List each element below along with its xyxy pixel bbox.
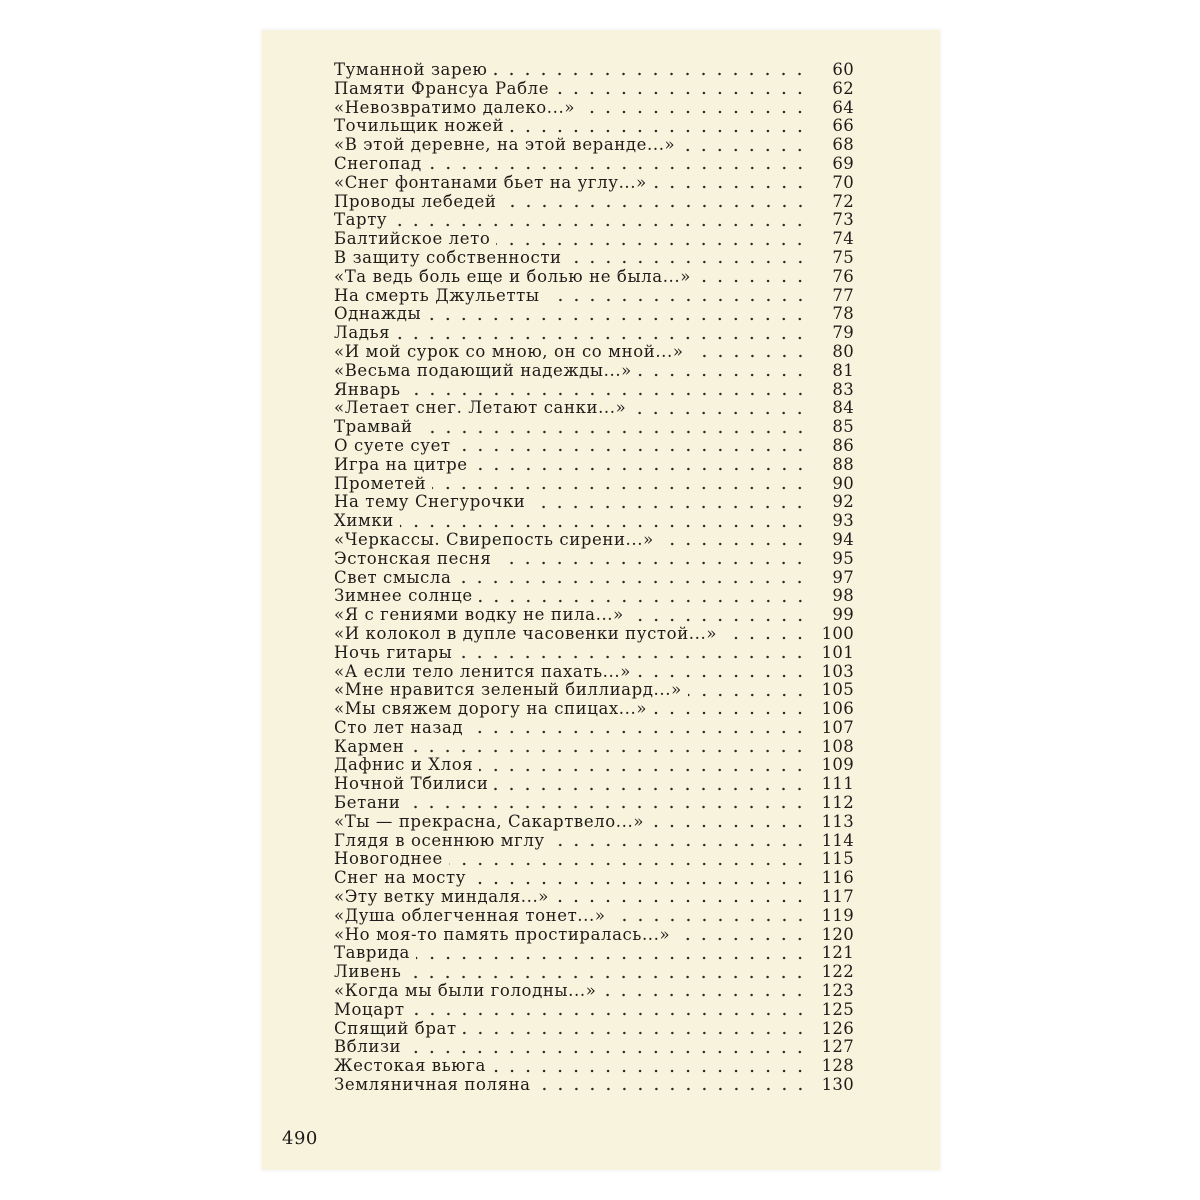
toc-entry-page: 77 [832,285,854,305]
toc-entry [334,738,854,757]
toc-entry-title: Дафнис и Хлоя [334,755,474,775]
dot-leader [494,787,808,791]
toc-entry-title: «Весьма подающий надежды...» [334,360,632,380]
dot-leader [474,467,808,471]
toc-entry-title: Трамвай [334,417,413,437]
toc-entry-title: Земляничная поляна [334,1075,531,1095]
toc-entry [334,700,854,719]
toc-entry-title: «Черкассы. Свирепость сирени...» [334,529,654,549]
dot-leader [653,711,808,715]
dot-leader [469,730,808,734]
toc-entry [334,362,854,381]
dot-leader [449,862,808,866]
toc-entry-page: 81 [832,360,854,380]
toc-entry-page: 121 [821,943,854,963]
toc-entry-title: «И мой сурок со мною, он со мной...» [334,341,684,361]
dot-leader [407,1050,808,1054]
toc-entry [334,305,854,324]
toc-entry-page: 73 [832,210,854,230]
toc-entry [334,531,854,550]
toc-entry [334,888,854,907]
toc-entry-page: 86 [832,435,854,455]
dot-leader [492,1069,808,1073]
toc-entry [334,287,854,306]
dot-leader [463,1031,808,1035]
toc-entry [334,982,854,1001]
dot-leader [472,881,808,885]
dot-leader [407,392,808,396]
toc-entry-title: «Эту ветку миндаля...» [334,887,549,907]
toc-entry-page: 99 [832,605,854,625]
toc-entry-page: 116 [821,868,854,888]
toc-entry-page: 69 [832,153,854,173]
toc-entry-title: Свет смысла [334,567,452,587]
toc-entry [334,512,854,531]
toc-entry-page: 84 [832,398,854,418]
toc-entry [334,606,854,625]
toc-entry-title: Тарту [334,210,388,230]
toc-entry-page: 94 [832,529,854,549]
toc-entry-title: Спящий брат [334,1018,457,1038]
toc-entry [334,944,854,963]
dot-leader [638,373,808,377]
dot-leader [555,91,808,95]
dot-leader [681,148,808,152]
toc-entry [334,1038,854,1057]
toc-entry-title: «И колокол в дупле часовенки пустой...» [334,623,718,643]
toc-entry-title: Ладья [334,323,391,343]
toc-entry-title: Новогоднее [334,849,443,869]
toc-entry-title: Зимнее солнце [334,586,473,606]
dot-leader [496,242,808,246]
toc-entry [334,1001,854,1020]
toc-entry-title: Проводы лебедей [334,191,497,211]
dot-leader [723,636,808,640]
toc-entry [334,1020,854,1039]
toc-entry-title: Ночной Тбилиси [334,774,489,794]
toc-entry-page: 92 [832,492,854,512]
toc-entry-title: «Мне нравится зеленый биллиард...» [334,680,682,700]
toc-entry [334,963,854,982]
toc-entry [334,794,854,813]
toc-entry-page: 123 [821,981,854,1001]
dot-leader [432,486,808,490]
toc-entry [334,475,854,494]
toc-entry [334,381,854,400]
dot-leader [396,336,808,340]
toc-entry-title: «Невозвратимо далеко...» [334,97,576,117]
toc-entry-title: Таврида [334,943,410,963]
dot-leader [458,655,808,659]
toc-entry [334,681,854,700]
toc-entry-page: 112 [821,793,854,813]
dot-leader [697,279,808,283]
dot-leader [510,129,808,133]
toc-entry-page: 111 [821,774,854,794]
toc-entry [334,926,854,945]
toc-entry [334,493,854,512]
toc-entry-title: «Но моя-то память простиралась...» [334,924,671,944]
dot-leader [688,693,808,697]
toc-entry-title: Точильщик ножей [334,116,505,136]
toc-entry [334,155,854,174]
toc-entry-page: 101 [821,642,854,662]
dot-leader [630,618,808,622]
toc-entry-page: 106 [821,699,854,719]
toc-entry-page: 66 [832,116,854,136]
dot-leader [690,354,808,358]
dot-leader [637,674,808,678]
toc-entry-title: Моцарт [334,999,405,1019]
toc-entry-page: 80 [832,341,854,361]
toc-entry [334,174,854,193]
table-of-contents [334,61,854,1095]
dot-leader [632,411,808,415]
toc-entry [334,587,854,606]
toc-entry [334,418,854,437]
toc-entry-title: Химки [334,511,394,531]
toc-entry-page: 107 [821,717,854,737]
toc-entry-page: 78 [832,304,854,324]
toc-entry-title: «Снег фонтанами бьет на углу...» [334,172,647,192]
toc-entry [334,117,854,136]
toc-entry-title: «Я с гениями водку не пила...» [334,605,624,625]
toc-entry [334,644,854,663]
dot-leader [393,223,808,227]
toc-entry-page: 62 [832,78,854,98]
toc-entry-page: 60 [832,60,854,79]
toc-entry-title: «А если тело ленится пахать...» [334,661,631,681]
toc-entry-page: 105 [821,680,854,700]
toc-entry-page: 114 [821,830,854,850]
toc-entry-page: 125 [821,999,854,1019]
dot-leader [551,843,808,847]
toc-entry-page: 113 [821,811,854,831]
dot-leader [653,185,808,189]
toc-entry-page: 100 [821,623,854,643]
toc-entry [334,756,854,775]
toc-entry [334,61,854,80]
toc-entry-title: «Летает снег. Летают санки...» [334,398,627,418]
toc-entry-page: 88 [832,454,854,474]
dot-leader [479,599,808,603]
toc-entry-page: 97 [832,567,854,587]
toc-entry [334,399,854,418]
dot-leader [411,1012,808,1016]
toc-entry-title: Кармен [334,736,405,756]
toc-entry-page: 74 [832,229,854,249]
dot-leader [479,768,808,772]
toc-entry [334,625,854,644]
toc-entry [334,456,854,475]
toc-entry-page: 109 [821,755,854,775]
dot-leader [457,580,808,584]
dot-leader [406,805,808,809]
toc-entry [334,268,854,287]
dot-leader [410,749,808,753]
toc-entry-page: 68 [832,135,854,155]
toc-entry-page: 128 [821,1056,854,1076]
toc-entry-page: 126 [821,1018,854,1038]
toc-entry-title: Однажды [334,304,422,324]
dot-leader [555,899,808,903]
toc-entry [334,211,854,230]
dot-leader [493,72,808,76]
dot-leader [537,1087,808,1091]
toc-entry-title: Сто лет назад [334,717,464,737]
toc-entry-title: «Когда мы были голодны...» [334,981,597,1001]
toc-entry-page: 119 [821,905,854,925]
toc-entry [334,850,854,869]
toc-entry-title: Ливень [334,962,402,982]
page-number: 490 [282,1128,318,1149]
toc-entry [334,569,854,588]
toc-entry [334,324,854,343]
toc-entry [334,230,854,249]
toc-entry-title: Ночь гитары [334,642,453,662]
toc-entry-title: Вблизи [334,1037,402,1057]
toc-entry-page: 76 [832,266,854,286]
toc-entry-title: На смерть Джульетты [334,285,540,305]
toc-entry-title: Балтийское лето [334,229,491,249]
toc-entry-page: 79 [832,323,854,343]
toc-entry-title: «В этой деревне, на этой веранде...» [334,135,676,155]
toc-entry-title: Игра на цитре [334,454,468,474]
toc-entry-page: 98 [832,586,854,606]
toc-entry-page: 103 [821,661,854,681]
toc-entry-page: 122 [821,962,854,982]
toc-entry-page: 120 [821,924,854,944]
toc-entry-title: Туманной зарею [334,60,488,79]
toc-entry-page: 70 [832,172,854,192]
toc-entry-title: Снегопад [334,153,422,173]
dot-leader [602,993,808,997]
toc-entry-title: «Ты — прекрасна, Сакартвело...» [334,811,645,831]
toc-entry [334,249,854,268]
toc-entry-page: 72 [832,191,854,211]
toc-entry [334,136,854,155]
toc-entry-page: 90 [832,473,854,493]
toc-entry-title: «Мы свяжем дорогу на спицах...» [334,699,648,719]
toc-entry [334,813,854,832]
toc-entry [334,1057,854,1076]
toc-entry-title: Глядя в осеннюю мглу [334,830,545,850]
toc-entry-page: 83 [832,379,854,399]
dot-leader [503,204,808,208]
toc-entry-title: Январь [334,379,401,399]
toc-entry-title: В защиту собственности [334,247,562,267]
book-page [262,30,940,1170]
toc-entry-page: 130 [821,1075,854,1095]
toc-entry-title: Жестокая вьюга [334,1056,486,1076]
toc-entry [334,663,854,682]
toc-entry [334,80,854,99]
toc-entry-page: 75 [832,247,854,267]
toc-entry [334,907,854,926]
dot-leader [416,956,808,960]
toc-entry-title: Памяти Франсуа Рабле [334,78,550,98]
dot-leader [568,260,808,264]
dot-leader [407,975,808,979]
toc-entry-page: 117 [821,887,854,907]
dot-leader [428,166,808,170]
dot-leader [660,542,808,546]
toc-entry [334,1076,854,1095]
dot-leader [419,430,808,434]
toc-entry [334,193,854,212]
dot-leader [457,448,808,452]
toc-entry-page: 64 [832,97,854,117]
dot-leader [531,505,808,509]
toc-entry [334,99,854,118]
dot-leader [676,937,808,941]
toc-entry-title: «Та ведь боль еще и болью не была...» [334,266,691,286]
toc-entry [334,832,854,851]
dot-leader [427,317,808,321]
toc-entry-title: На тему Снегурочки [334,492,526,512]
toc-entry [334,869,854,888]
toc-entry-title: О суете сует [334,435,451,455]
dot-leader [546,298,808,302]
toc-entry-page: 108 [821,736,854,756]
dot-leader [612,918,808,922]
toc-entry-page: 93 [832,511,854,531]
dot-leader [650,824,808,828]
toc-entry-title: Бетани [334,793,401,813]
toc-entry-page: 95 [832,548,854,568]
toc-entry [334,550,854,569]
toc-entry [334,437,854,456]
toc-entry-title: Снег на мосту [334,868,467,888]
toc-entry-title: «Душа облегченная тонет...» [334,905,606,925]
toc-entry-page: 127 [821,1037,854,1057]
dot-leader [400,524,808,528]
toc-entry-page: 85 [832,417,854,437]
toc-entry [334,719,854,738]
dot-leader [581,110,808,114]
toc-entry-title: Прометей [334,473,427,493]
toc-entry-page: 115 [821,849,854,869]
dot-leader [497,561,808,565]
toc-entry [334,775,854,794]
toc-entry [334,343,854,362]
toc-entry-title: Эстонская песня [334,548,492,568]
